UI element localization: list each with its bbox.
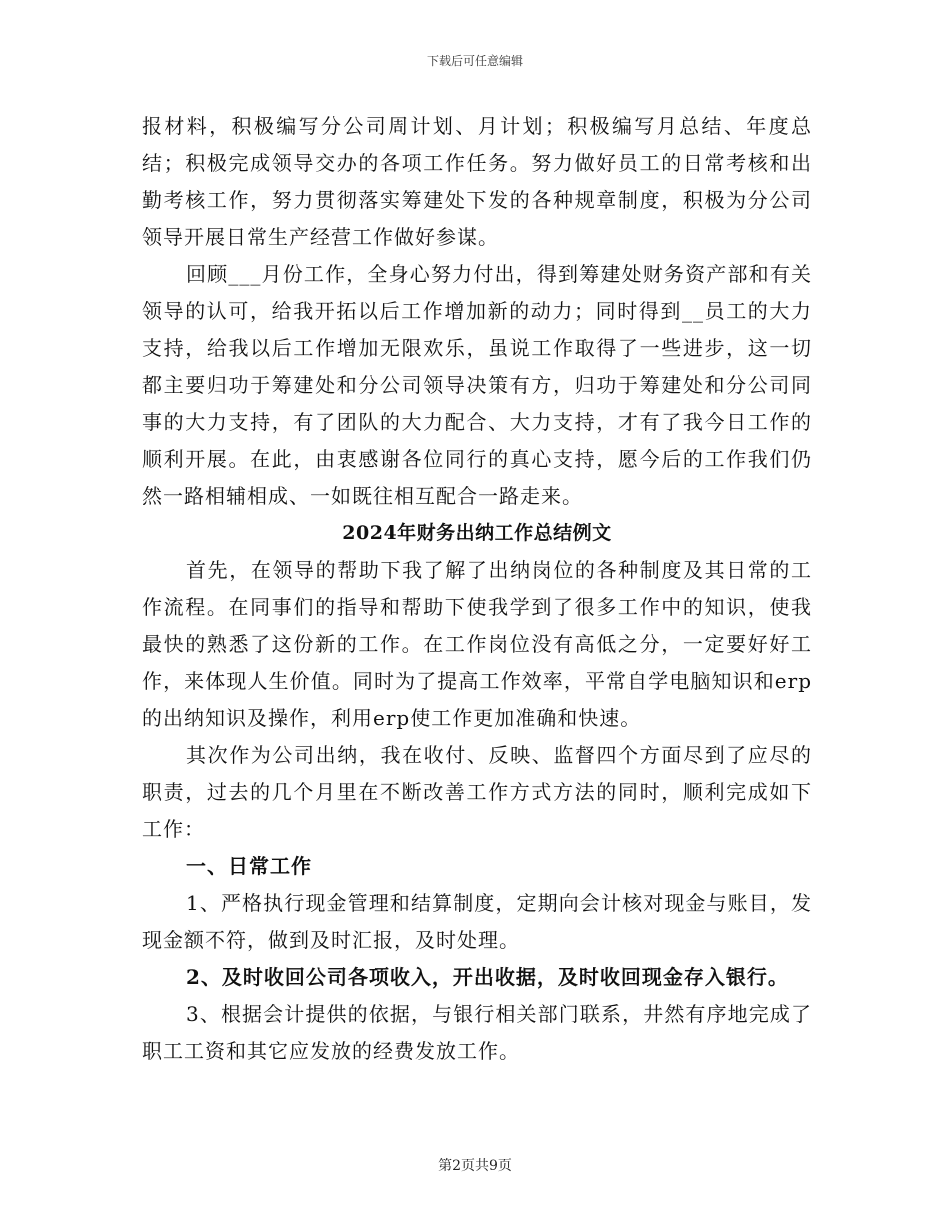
- list-item-2: 2、及时收回公司各项收入，开出收据，及时收回现金存入银行。: [186, 965, 789, 989]
- page-number: 第2页共9页: [438, 1158, 512, 1174]
- list-item-3: 3、根据会计提供的依据，与银行相关部门联系，井然有序地完成了职工工资和其它应发放的经费发放工作。: [142, 1002, 812, 1063]
- list-item-1: 1、严格执行现金管理和结算制度，定期向会计核对现金与账目，发现金额不符，做到及时汇报，及时处理。: [142, 891, 812, 952]
- header-note: 下载后可任意编辑: [426, 54, 523, 68]
- document-body: [142, 108, 812, 1070]
- paragraph-continued: 报材料，积极编写分公司周计划、月计划；积极编写月总结、年度总结；积极完成领导交办的各项工作任务。努力做好员工的日常考核和出勤考核工作，努力贯彻落实筹建处下发的各种规章制度，积极为分公司领导开展日常生产经营工作做好参谋。: [142, 114, 812, 249]
- subheading-daily-work: 一、日常工作: [186, 854, 312, 878]
- paragraph-review: 回顾___月份工作，全身心努力付出，得到筹建处财务资产部和有关领导的认可，给我开拓以后工作增加新的动力；同时得到__员工的大力支持，给我以后工作增加无限欢乐，虽说工作取得了一些进步，这一切都主要归功于筹建处和分公司领导决策有方，归功于筹建处和分公司同事的大力支持，有了团队的大力配合、大力支持，才有了我今日工作的顺利开展。在此，由衷感谢各位同行的真心支持，愿今后的工作我们仍然一路相辅相成、一如既往相互配合一路走来。: [142, 262, 812, 508]
- paragraph-first: 首先，在领导的帮助下我了解了出纳岗位的各种制度及其日常的工作流程。在同事们的指导和帮助下使我学到了很多工作中的知识，使我最快的熟悉了这份新的工作。在工作岗位没有高低之分，一定要好好工作，来体现人生价值。同时为了提高工作效率，平常自学电脑知识和erp的出纳知识及操作，利用erp使工作更加准确和快速。: [142, 558, 812, 730]
- section-title: 2024年财务出纳工作总结例文: [342, 522, 612, 544]
- paragraph-second: 其次作为公司出纳，我在收付、反映、监督四个方面尽到了应尽的职责，过去的几个月里在不断改善工作方式方法的同时，顺利完成如下工作：: [142, 743, 812, 841]
